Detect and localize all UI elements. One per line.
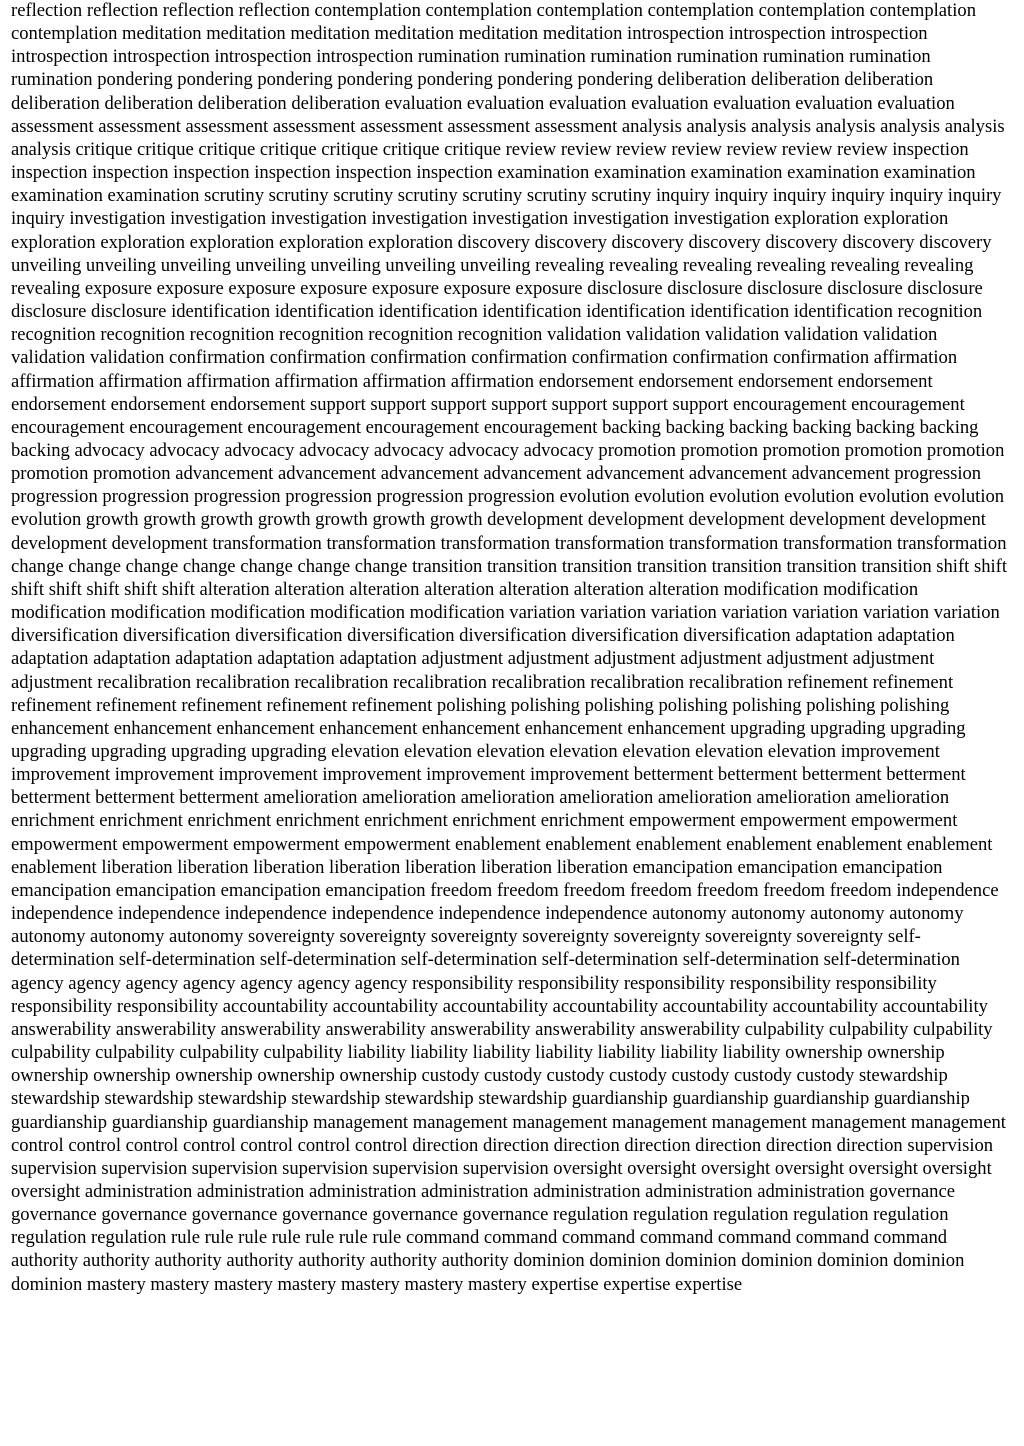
document-page [11, 0, 1015, 1446]
body-text: reflection reflection reflection reflection contemplation contemplation contemplation contemplation contemplation contemplation contemplation meditation meditation meditation meditation meditation meditation introspection introspection introspection introspection introspection introspection introspection rumination rumination rumination rumination rumination rumination rumination pondering pondering pondering pondering pondering pondering pondering deliberation deliberation deliberation deliberation deliberation deliberation deliberation evaluation evaluation evaluation evaluation evaluation evaluation evaluation assessment assessment assessment assessment assessment assessment assessment analysis analysis analysis analysis analysis analysis analysis critique critique critique critique critique critique critique review review review review review review review inspection inspection inspection inspection inspection inspection inspection examination examination examination examination examination examination examination scrutiny scrutiny scrutiny scrutiny scrutiny scrutiny scrutiny inquiry inquiry inquiry inquiry inquiry inquiry inquiry investigation investigation investigation investigation investigation investigation investigation exploration exploration exploration exploration exploration exploration exploration discovery discovery discovery discovery discovery discovery discovery unveiling unveiling unveiling unveiling unveiling unveiling unveiling revealing revealing revealing revealing revealing revealing revealing exposure exposure exposure exposure exposure exposure exposure disclosure disclosure disclosure disclosure disclosure disclosure disclosure identification identification identification identification identification identification identification recognition recognition recognition recognition recognition recognition recognition validation validation validation validation validation validation validation confirmation confirmation confirmation confirmation confirmation confirmation confirmation affirmation affirmation affirmation affirmation affirmation affirmation affirmation endorsement endorsement endorsement endorsement endorsement endorsement endorsement support support support support support support support encouragement encouragement encouragement encouragement encouragement encouragement encouragement backing backing backing backing backing backing backing advocacy advocacy advocacy advocacy advocacy advocacy advocacy promotion promotion promotion promotion promotion promotion promotion advancement advancement advancement advancement advancement advancement advancement progression progression progression progression progression progression progression evolution evolution evolution evolution evolution evolution evolution growth growth growth growth growth growth growth development development development development development development development transformation transformation transformation transformation transformation transformation transformation change change change change change change change transition transition transition transition transition transition transition shift shift shift shift shift shift shift alteration alteration alteration alteration alteration alteration alteration modification modification modification modification modification modification modification variation variation variation variation variation variation variation diversification diversification diversification diversification diversification diversification diversification adaptation adaptation adaptation adaptation adaptation adaptation adaptation adjustment adjustment adjustment adjustment adjustment adjustment adjustment recalibration recalibration recalibration recalibration recalibration recalibration recalibration refinement refinement refinement refinement refinement refinement refinement polishing polishing polishing polishing polishing polishing polishing enhancement enhancement enhancement enhancement enhancement enhancement enhancement upgrading upgrading upgrading upgrading upgrading upgrading upgrading elevation elevation elevation elevation elevation elevation elevation improvement improvement improvement improvement improvement improvement improvement betterment betterment betterment betterment betterment betterment betterment amelioration amelioration amelioration amelioration amelioration amelioration amelioration enrichment enrichment enrichment enrichment enrichment enrichment enrichment empowerment empowerment empowerment empowerment empowerment empowerment empowerment enablement enablement enablement enablement enablement enablement enablement liberation liberation liberation liberation liberation liberation liberation emancipation emancipation emancipation emancipation emancipation emancipation emancipation freedom freedom freedom freedom freedom freedom freedom independence independence independence independence independence independence independence autonomy autonomy autonomy autonomy autonomy autonomy autonomy sovereignty sovereignty sovereignty sovereignty sovereignty sovereignty sovereignty self-determination self-determination self-determination self-determination self-determination self-determination self-determination agency agency agency agency agency agency agency responsibility responsibility responsibility responsibility responsibility responsibility responsibility accountability accountability accountability accountability accountability accountability accountability answerability answerability answerability answerability answerability answerability answerability culpability culpability culpability culpability culpability culpability culpability liability liability liability liability liability liability liability ownership ownership ownership ownership ownership ownership ownership custody custody custody custody custody custody custody stewardship stewardship stewardship stewardship stewardship stewardship stewardship guardianship guardianship guardianship guardianship guardianship guardianship guardianship management management management management management management management control control control control control control control direction direction direction direction direction direction direction supervision supervision supervision supervision supervision supervision supervision oversight oversight oversight oversight oversight oversight oversight administration administration administration administration administration administration administration governance governance governance governance governance governance governance regulation regulation regulation regulation regulation regulation regulation rule rule rule rule rule rule rule command command command command command command command authority authority authority authority authority authority authority dominion dominion dominion dominion dominion dominion dominion mastery mastery mastery mastery mastery mastery mastery expertise expertise expertise [11, 0, 1008, 1295]
